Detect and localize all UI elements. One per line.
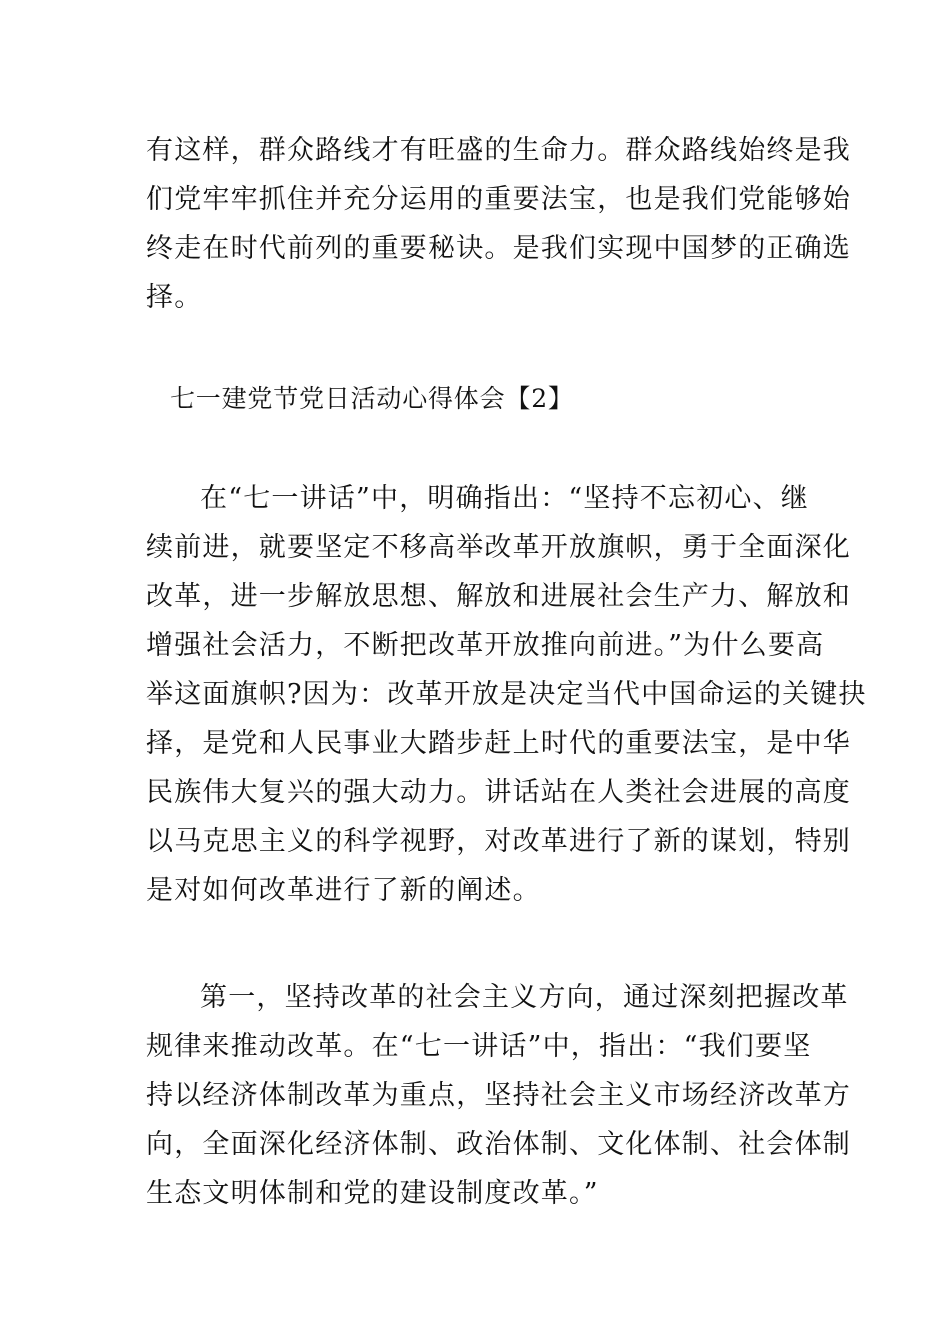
paragraph-line: 生态文明体制和党的建设制度改革。” — [146, 1178, 599, 1209]
section-heading: 七一建党节党日活动心得体会【2】 — [170, 384, 574, 413]
paragraph-line: 持以经济体制改革为重点，坚持社会主义市场经济改革方 — [146, 1080, 851, 1111]
paragraph-line: 增强社会活力，不断把改革开放推向前进。”为什么要高 — [146, 630, 825, 661]
paragraph-line: 有这样，群众路线才有旺盛的生命力。群众路线始终是我 — [146, 135, 851, 166]
paragraph-line: 改革，进一步解放思想、解放和进展社会生产力、解放和 — [146, 581, 851, 612]
paragraph-line: 终走在时代前列的重要秘诀。是我们实现中国梦的正确选 — [146, 233, 851, 264]
paragraph-line: 第一，坚持改革的社会主义方向，通过深刻把握改革 — [200, 982, 849, 1013]
paragraph-line: 续前进，就要坚定不移高举改革开放旗帜，勇于全面深化 — [146, 532, 851, 563]
paragraph-line: 们党牢牢抓住并充分运用的重要法宝，也是我们党能够始 — [146, 184, 851, 215]
paragraph-line: 规律来推动改革。在“七一讲话”中，指出：“我们要坚 — [146, 1031, 812, 1062]
paragraph-line: 是对如何改革进行了新的阐述。 — [146, 875, 541, 906]
paragraph-line: 向，全面深化经济体制、政治体制、文化体制、社会体制 — [146, 1129, 851, 1160]
paragraph-line: 择。 — [146, 282, 203, 313]
paragraph-line: 以马克思主义的科学视野，对改革进行了新的谋划，特别 — [146, 826, 851, 857]
paragraph-line: 民族伟大复兴的强大动力。讲话站在人类社会进展的高度 — [146, 777, 851, 808]
paragraph-line: 择，是党和人民事业大踏步赶上时代的重要法宝，是中华 — [146, 728, 851, 759]
paragraph-line: 在“七一讲话”中，明确指出：“坚持不忘初心、继 — [200, 483, 810, 514]
paragraph-line: 举这面旗帜?因为：改革开放是决定当代中国命运的关键抉 — [146, 679, 867, 710]
